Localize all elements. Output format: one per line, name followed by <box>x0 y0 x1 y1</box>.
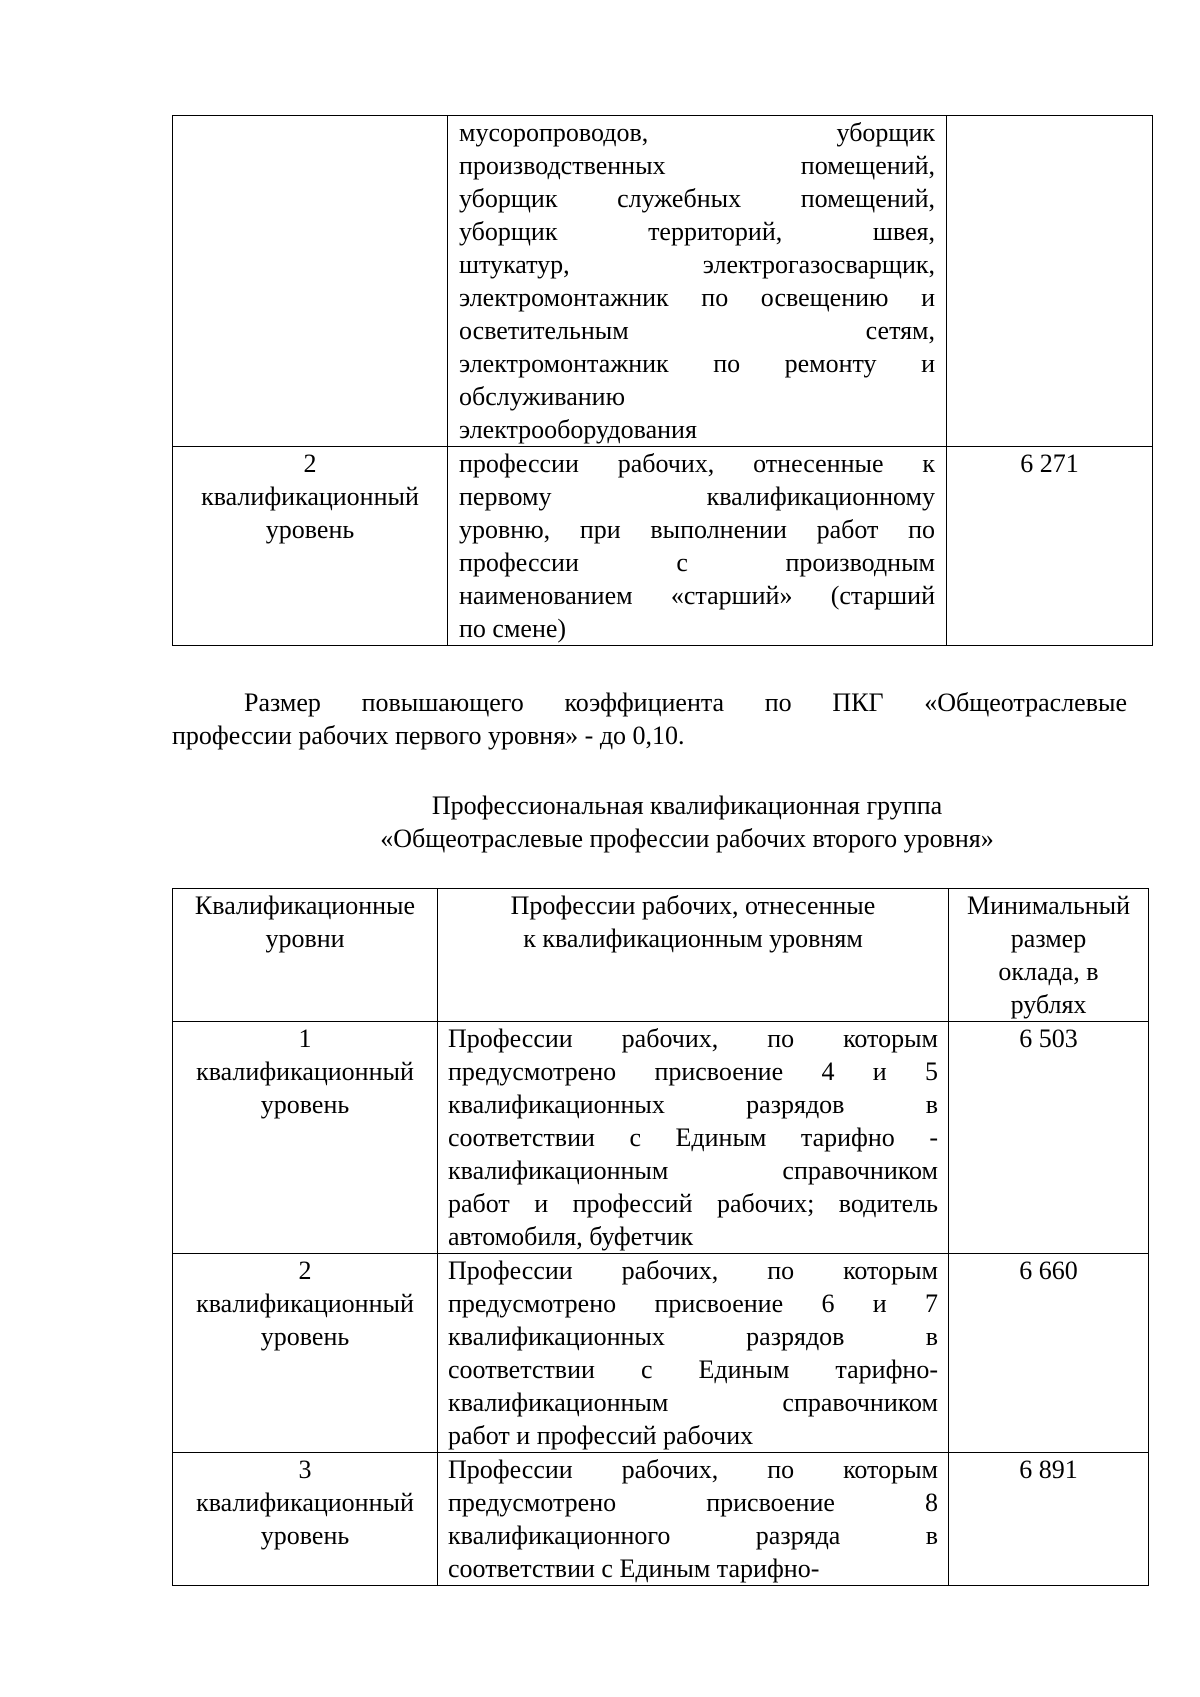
description-cell-line: соответствии с Единым тарифно- <box>448 1554 820 1583</box>
coefficient-paragraph <box>172 686 1127 752</box>
header-levels <box>173 889 438 1022</box>
salary-value: 6 503 <box>1019 1024 1078 1053</box>
description-cell-line: автомобиля, буфетчик <box>448 1222 694 1251</box>
header-salary-line: размер <box>1010 924 1087 953</box>
description-cell-line: квалификационным справочником <box>448 1156 938 1185</box>
level-cell-line: 2 <box>303 449 317 478</box>
description-cell <box>438 1453 949 1586</box>
header-salary-line: Минимальный <box>966 891 1131 920</box>
level-cell-line: квалификационный <box>196 1488 414 1517</box>
level-cell-line: 3 <box>298 1455 312 1484</box>
header-salary <box>949 889 1149 1022</box>
description-cell <box>438 1254 949 1453</box>
description-cell-line: Профессии рабочих, по которым <box>448 1256 938 1285</box>
description-cell-line: электромонтажник по ремонту и <box>459 349 935 378</box>
description-cell-line: соответствии с Единым тарифно - <box>448 1123 938 1152</box>
paragraph-line: Размер повышающего коэффициента по ПКГ «Общеотраслевые <box>244 688 1127 717</box>
level-cell-line: уровень <box>260 1090 350 1119</box>
heading-line: «Общеотраслевые профессии рабочих второго уровня» <box>380 824 994 853</box>
level-cell-line: квалификационный <box>196 1289 414 1318</box>
description-cell-line: квалификационным справочником <box>448 1388 938 1417</box>
heading-line: Профессиональная квалификационная группа <box>431 791 943 820</box>
description-cell-line: мусоропроводов, уборщик <box>459 118 935 147</box>
description-cell-line: предусмотрено присвоение 8 <box>448 1488 938 1517</box>
level-cell <box>173 1022 438 1254</box>
header-salary-line: оклада, в <box>998 957 1099 986</box>
salary-cell <box>949 1022 1149 1254</box>
description-cell-line: первому квалификационному <box>459 482 935 511</box>
description-cell-line: предусмотрено присвоение 4 и 5 <box>448 1057 938 1086</box>
description-cell-line: по смене) <box>459 614 567 643</box>
level-cell-line: уровень <box>260 1521 350 1550</box>
description-cell-line: работ и профессий рабочих <box>448 1421 754 1450</box>
description-cell-line: электрооборудования <box>459 415 697 444</box>
description-cell-line: квалификационных разрядов в <box>448 1322 938 1351</box>
header-levels-line: Квалификационные <box>194 891 416 920</box>
description-cell <box>448 116 947 447</box>
header-salary-line: рублях <box>1010 990 1087 1019</box>
table-first-level-continued <box>172 115 1153 646</box>
description-cell-line: соответствии с Единым тарифно- <box>448 1355 938 1384</box>
level-cell-line: квалификационный <box>196 1057 414 1086</box>
level-cell <box>173 1453 438 1586</box>
salary-value: 6 660 <box>1019 1256 1078 1285</box>
description-cell-line: предусмотрено присвоение 6 и 7 <box>448 1289 938 1318</box>
level-cell <box>173 1254 438 1453</box>
level-cell-line: квалификационный <box>201 482 419 511</box>
description-cell-line: профессии рабочих, отнесенные к <box>459 449 935 478</box>
description-cell-line: обслуживанию <box>459 382 626 411</box>
description-cell-line: уровню, при выполнении работ по <box>459 515 935 544</box>
group-heading <box>172 789 1200 855</box>
description-cell-line: электромонтажник по освещению и <box>459 283 935 312</box>
table-row <box>173 116 1153 447</box>
salary-cell <box>947 447 1153 646</box>
level-cell <box>173 116 448 447</box>
table-header-row <box>173 889 1149 1022</box>
description-cell-line: производственных помещений, <box>459 151 935 180</box>
salary-value: 6 271 <box>1020 449 1079 478</box>
level-cell-line: уровень <box>265 515 355 544</box>
description-cell-line: работ и профессий рабочих; водитель <box>448 1189 938 1218</box>
salary-value: 6 891 <box>1019 1455 1078 1484</box>
description-cell <box>448 447 947 646</box>
table-row <box>173 1022 1149 1254</box>
description-cell-line: наименованием «старший» (старший <box>459 581 935 610</box>
description-cell <box>438 1022 949 1254</box>
level-cell-line: 1 <box>298 1024 312 1053</box>
description-cell-line: Профессии рабочих, по которым <box>448 1455 938 1484</box>
description-cell-line: Профессии рабочих, по которым <box>448 1024 938 1053</box>
header-professions-line: к квалификационным уровням <box>523 924 863 953</box>
salary-cell <box>949 1254 1149 1453</box>
header-professions <box>438 889 949 1022</box>
description-cell-line: уборщик служебных помещений, <box>459 184 935 213</box>
description-cell-line: осветительным сетям, <box>459 316 935 345</box>
description-cell-line: уборщик территорий, швея, <box>459 217 935 246</box>
table-row <box>173 1254 1149 1453</box>
level-cell-line: уровень <box>260 1322 350 1351</box>
table-second-level <box>172 888 1149 1586</box>
description-cell-line: квалификационных разрядов в <box>448 1090 938 1119</box>
header-professions-line: Профессии рабочих, отнесенные <box>510 891 876 920</box>
header-levels-line: уровни <box>265 924 345 953</box>
description-cell-line: штукатур, электрогазосварщик, <box>459 250 935 279</box>
level-cell-line: 2 <box>298 1256 312 1285</box>
description-cell-line: профессии с производным <box>459 548 935 577</box>
table-row <box>173 447 1153 646</box>
salary-cell <box>949 1453 1149 1586</box>
salary-cell <box>947 116 1153 447</box>
description-cell-line: квалификационного разряда в <box>448 1521 938 1550</box>
table-row <box>173 1453 1149 1586</box>
paragraph-line: профессии рабочих первого уровня» - до 0,10. <box>172 721 685 750</box>
level-cell <box>173 447 448 646</box>
